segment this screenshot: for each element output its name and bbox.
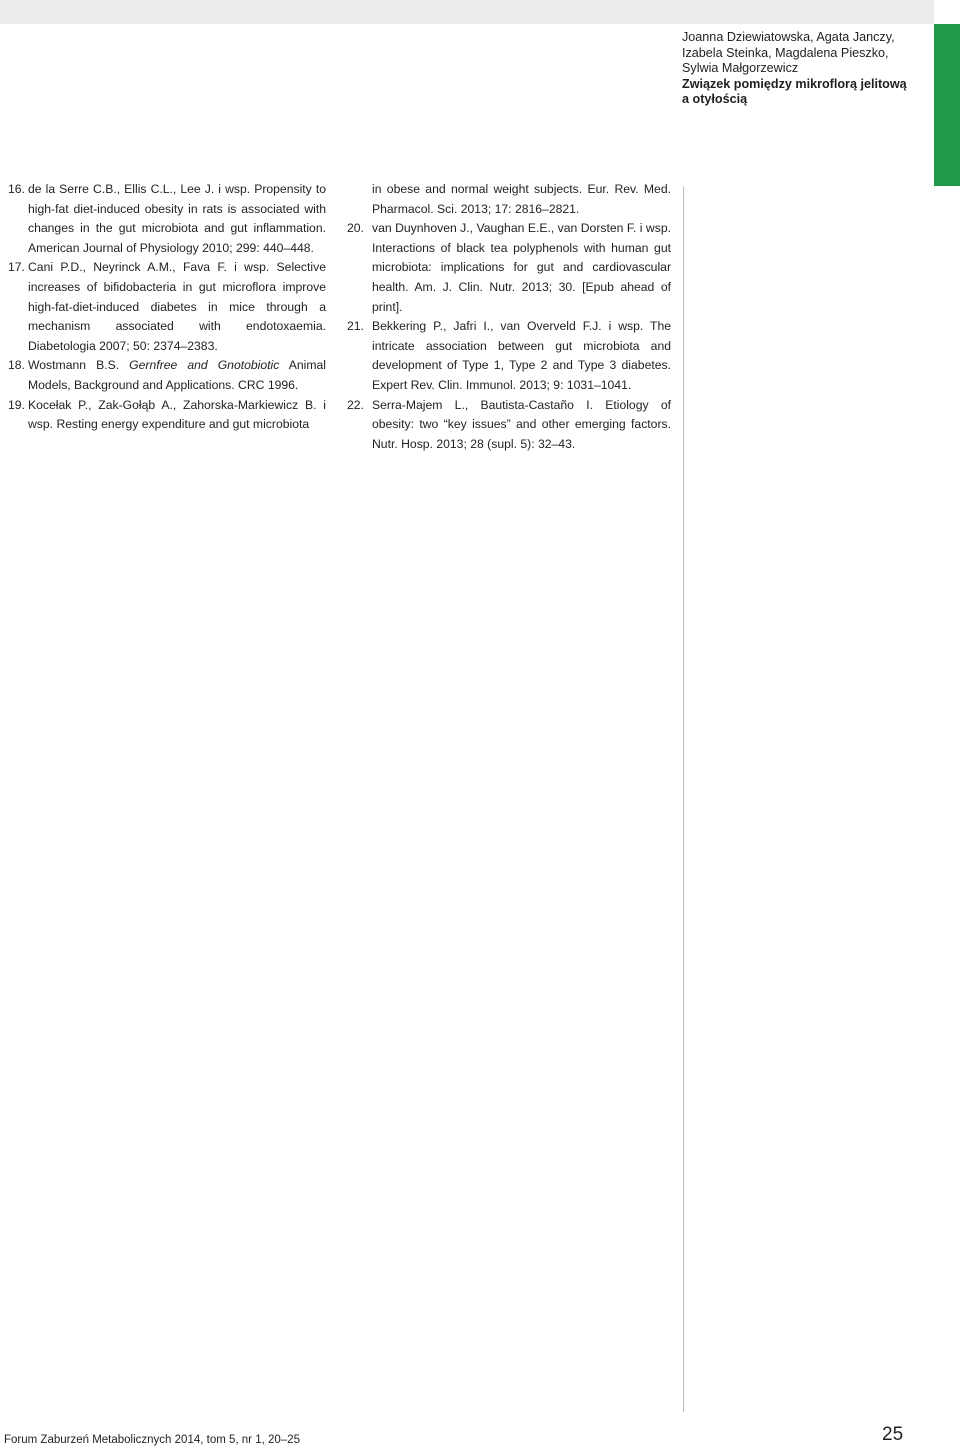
reference-18 [8, 356, 326, 395]
reference-19-continued [347, 180, 671, 219]
reference-text: Kocełak P., Zak-Gołąb A., Zahorska-Markiewicz B. i wsp. Resting energy expenditure and gut microbiota [28, 397, 326, 432]
reference-text-pre: Wostmann B.S. [28, 358, 130, 373]
reference-21 [347, 317, 671, 395]
reference-number: 20. [347, 221, 364, 236]
header-title-2: a otyłością [682, 92, 748, 106]
footer-journal: Forum Zaburzeń Metabolicznych 2014, tom 5, nr 1, 20–25 [4, 1434, 300, 1446]
header-title-1: Związek pomiędzy mikroflorą jelitową [682, 76, 907, 91]
reference-number: 22. [347, 397, 364, 412]
chapter-tab-green [934, 24, 960, 186]
references-right-column [347, 180, 671, 454]
margin-rule [683, 186, 684, 1412]
reference-16 [8, 180, 326, 258]
reference-italic-title: Gernfree and Gnotobiotic [129, 358, 280, 373]
reference-number: 16. [8, 182, 25, 196]
reference-text: de la Serre C.B., Ellis C.L., Lee J. i wsp. Propensity to high-fat diet-induced obesity in rats is associated with changes in the gut microbiota and gut inflammation. American Journal of Physiology 2010; 299: 440–448. [28, 182, 326, 255]
reference-number: 18. [8, 358, 25, 373]
reference-text: in obese and normal weight subjects. Eur. Rev. Med. Pharmacol. Sci. 2013; 17: 2816–2821. [372, 182, 671, 216]
references-left-column [8, 180, 326, 435]
reference-text: Cani P.D., Neyrinck A.M., Fava F. i wsp. Selective increases of bifidobacteria in gut microflora improve high-fat-diet-induced diabetes in mice through a mechanism associated with endotoxaemia. Diabetologia 2007; 50: 2374–2383. [28, 260, 326, 353]
reference-number: 19. [8, 397, 25, 412]
reference-number: 17. [8, 260, 25, 275]
reference-number: 21. [347, 319, 364, 334]
reference-19 [8, 396, 326, 435]
reference-text: Animal Models, Background and Applications. CRC 1996. [28, 358, 326, 392]
page-number: 25 [882, 1424, 904, 1445]
header-authors-3: Sylwia Małgorzewicz [682, 61, 799, 75]
reference-text: Serra-Majem L., Bautista-Castaño I. Etiology of obesity: two “key issues” and other emerging factors. Nutr. Hosp. 2013; 28 (supl. 5): 32–43. [372, 397, 671, 451]
reference-22 [347, 396, 671, 455]
reference-text: Bekkering P., Jafri I., van Overveld F.J. i wsp. The intricate association between gut microbiota and development of Type 1, Type 2 and Type 3 diabetes. Expert Rev. Clin. Immunol. 2013; 9: 1031–1041. [372, 319, 671, 392]
header-authors-1: Joanna Dziewiatowska, Agata Janczy, [682, 30, 895, 44]
reference-text: van Duynhoven J., Vaughan E.E., van Dorsten F. i wsp. Interactions of black tea polyphenols with human gut microbiota: implications for gut and cardiovascular health. Am. J. Clin. Nutr. 2013; 30. [Epub ahead of print]. [372, 221, 671, 314]
header-band [0, 0, 934, 24]
header-authors-2: Izabela Steinka, Magdalena Pieszko, [682, 45, 889, 60]
running-header [682, 30, 922, 108]
reference-17 [8, 258, 326, 356]
reference-20 [347, 219, 671, 317]
